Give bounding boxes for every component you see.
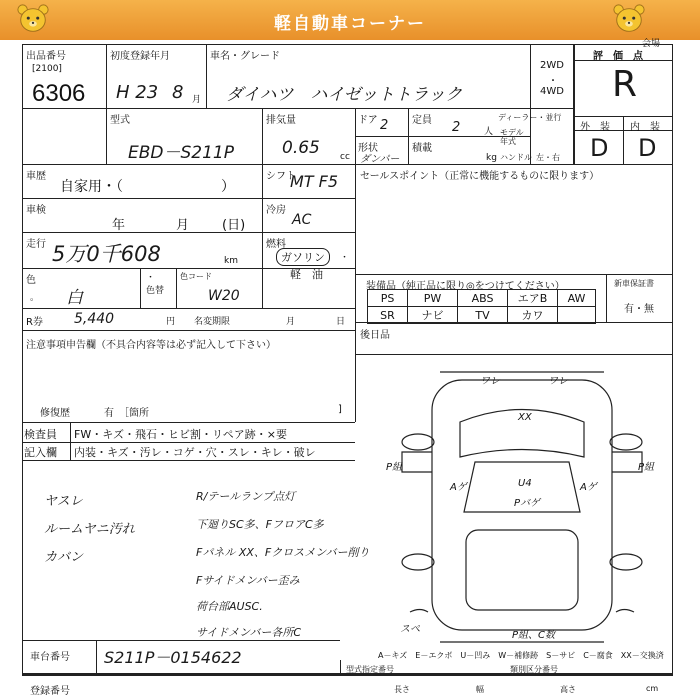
model-year-label: モデル年式	[500, 128, 524, 146]
equipment-cell: AW	[558, 290, 596, 307]
lot-number: 6306	[32, 80, 86, 107]
note-left: カバン	[44, 550, 84, 565]
drive-4wd: 4WD	[540, 86, 564, 97]
note-right: 荷台部AUSC.	[196, 600, 263, 613]
equipment-cell: カワ	[508, 307, 558, 324]
chassis-label: 車台番号	[30, 652, 70, 663]
recycle-value: 5,440	[74, 311, 115, 327]
sales-point-label: セールスポイント（正常に機能するものに限ります）	[360, 171, 600, 182]
note-right: R/テールランプ点灯	[196, 490, 296, 503]
note-right: サイドメンバー各所C	[196, 626, 302, 639]
fuel-diesel: 軽 油	[290, 268, 323, 281]
recycle-unit: 円	[166, 317, 176, 327]
class-label: 類別区分番号	[510, 665, 558, 674]
diagram-label: P組	[638, 462, 655, 473]
lot-sub-code: [2100]	[32, 64, 62, 74]
cm-unit: cm	[646, 684, 659, 693]
repair-value: 有 ［箇所	[104, 408, 149, 419]
displacement-value: 0.65	[282, 138, 320, 158]
capacity-value: 2	[452, 120, 461, 135]
diagram-label: Pバゲ	[514, 498, 541, 509]
record-items: 内装・キズ・汚レ・コゲ・穴・スレ・キレ・破レ	[74, 446, 316, 459]
height-label: 高さ	[560, 685, 576, 694]
car-name-value: ダイハツ ハイゼットトラック	[226, 85, 463, 105]
first-reg-month: 8	[172, 82, 184, 103]
load-unit: kg	[486, 153, 497, 163]
shift-value: MT F5	[290, 172, 339, 191]
equipment-cell: ナビ	[408, 307, 458, 324]
first-reg-era: H 23	[116, 82, 159, 103]
inspector-items: FW・キズ・飛石・ヒビ割・リペア跡・×要	[74, 428, 287, 441]
model-label: 型式	[110, 115, 130, 126]
lot-label: 出品番号	[26, 51, 66, 62]
first-reg-label: 初度登録年月	[110, 51, 170, 62]
length-label: 長さ	[394, 685, 410, 694]
color-change-dot: ・	[146, 273, 156, 283]
shape-value: ダンパー	[360, 154, 400, 165]
new-warranty-label: 新車保証書	[614, 279, 654, 288]
diagram-label: ワレ	[480, 376, 500, 387]
equipment-cell: ABS	[458, 290, 508, 307]
equipment-cell: PW	[408, 290, 458, 307]
diagram-label: スペ	[400, 624, 420, 635]
doors-label: ドア	[358, 115, 378, 126]
history-label: 車歴	[26, 171, 46, 182]
equipment-cell: SR	[368, 307, 408, 324]
diagram-label: XX	[518, 412, 532, 423]
drive-2wd: 2WD	[540, 60, 564, 71]
record-label: 記入欄	[24, 446, 57, 459]
color-change-label: 色替	[146, 286, 165, 296]
width-label: 幅	[476, 685, 484, 694]
displacement-label: 排気量	[266, 115, 296, 126]
new-warranty-value: 有・無	[624, 304, 654, 315]
diagram-label: P組、C数	[512, 630, 556, 641]
color-code-label: 色コード	[180, 272, 212, 281]
doors-value: 2	[380, 118, 389, 133]
mileage-unit: km	[224, 256, 238, 266]
rear-seat-label: 後日品	[360, 330, 390, 341]
page-title: 軽自動車コーナー	[274, 14, 426, 34]
handle-label: ハンドル	[500, 153, 532, 162]
inspection-label: 車検	[26, 205, 46, 216]
grade-value: R	[612, 64, 638, 105]
color-value: 白	[66, 288, 83, 308]
load-label: 積載	[412, 143, 432, 154]
fuel-gasoline: ガソリン	[276, 248, 330, 266]
equipment-cell: エアB	[508, 290, 558, 307]
drive-dot: ・	[548, 76, 558, 87]
mod-period-day: 日	[336, 317, 346, 327]
fuel-dot: ・	[340, 253, 350, 263]
diagram-label: P組	[386, 462, 403, 473]
cooling-value: AC	[292, 212, 312, 228]
equipment-table	[367, 289, 596, 324]
note-right: Fパネル XX、Fクロスメンバー削り	[196, 546, 370, 559]
equipment-label: 装備品（純正品に限り◎をつけてください）	[366, 281, 565, 292]
capacity-label: 定員	[412, 115, 432, 126]
car-damage-diagram	[380, 362, 670, 662]
note-left: ルームヤニ汚れ	[44, 522, 135, 537]
color-label: 色	[26, 275, 36, 286]
repair-label: 修復歴	[40, 408, 70, 419]
diagram-label: ワレ	[548, 376, 568, 387]
inspector-label: 検査員	[24, 428, 57, 441]
color-code-value: W20	[208, 288, 240, 304]
dealer-label: ディーラー・並行	[498, 113, 562, 122]
registration-label: 登録番号	[30, 686, 70, 697]
mileage-value: 5万0千608	[52, 242, 161, 266]
diagram-legend: A－キズ E－エクボ U－凹み W－補修跡 S－サビ C－腐食 XX－交換済	[378, 651, 664, 660]
displacement-unit: cc	[340, 152, 350, 162]
note-left: ヤスレ	[44, 494, 83, 509]
inspection-day: (日)	[222, 218, 246, 233]
chassis-value: S211P－0154622	[104, 648, 242, 667]
recycle-label: R券	[26, 317, 43, 328]
repair-close: ]	[338, 404, 342, 415]
equipment-cell: PS	[368, 290, 408, 307]
history-value: 自家用・（ ）	[60, 179, 235, 195]
grade-label: 評 価 点	[593, 51, 643, 62]
diagram-label: U4	[518, 478, 532, 489]
note-right: Fサイドメンバー歪み	[196, 574, 300, 587]
note-right: 下廻りSC多、FフロアC多	[196, 518, 324, 531]
mod-period-month: 月	[286, 317, 296, 327]
equipment-cell: TV	[458, 307, 508, 324]
venue-note: 会場	[642, 39, 661, 49]
car-name-label: 車名・グレード	[210, 51, 280, 62]
mileage-label: 走行	[26, 239, 46, 250]
diagram-label: Aゲ	[450, 482, 467, 493]
inspection-month: 月	[176, 218, 190, 233]
mod-period-label: 名変期限	[194, 317, 231, 327]
shape-label: 形状	[358, 143, 378, 154]
model-value: EBD－S211P	[128, 143, 234, 163]
color-dot: 。	[30, 293, 40, 303]
diagram-label: Aゲ	[580, 482, 597, 493]
int-label: 内 装	[630, 122, 660, 133]
shift-label: シフト	[266, 171, 296, 182]
int-value: D	[638, 134, 657, 162]
inspection-year: 年	[112, 218, 126, 233]
capacity-unit: 人	[484, 127, 494, 137]
first-reg-month-unit: 月	[192, 95, 202, 105]
equipment-cell	[558, 307, 596, 324]
cooling-label: 冷房	[266, 205, 286, 216]
ext-label: 外 装	[580, 122, 610, 133]
type-spec-label: 型式指定番号	[346, 665, 394, 674]
ext-value: D	[590, 134, 609, 162]
fuel-label: 燃料	[266, 239, 286, 250]
notes-label: 注意事項申告欄（不具合内容等は必ず記入して下さい）	[26, 340, 276, 351]
handle-value: 左・右	[536, 153, 560, 162]
